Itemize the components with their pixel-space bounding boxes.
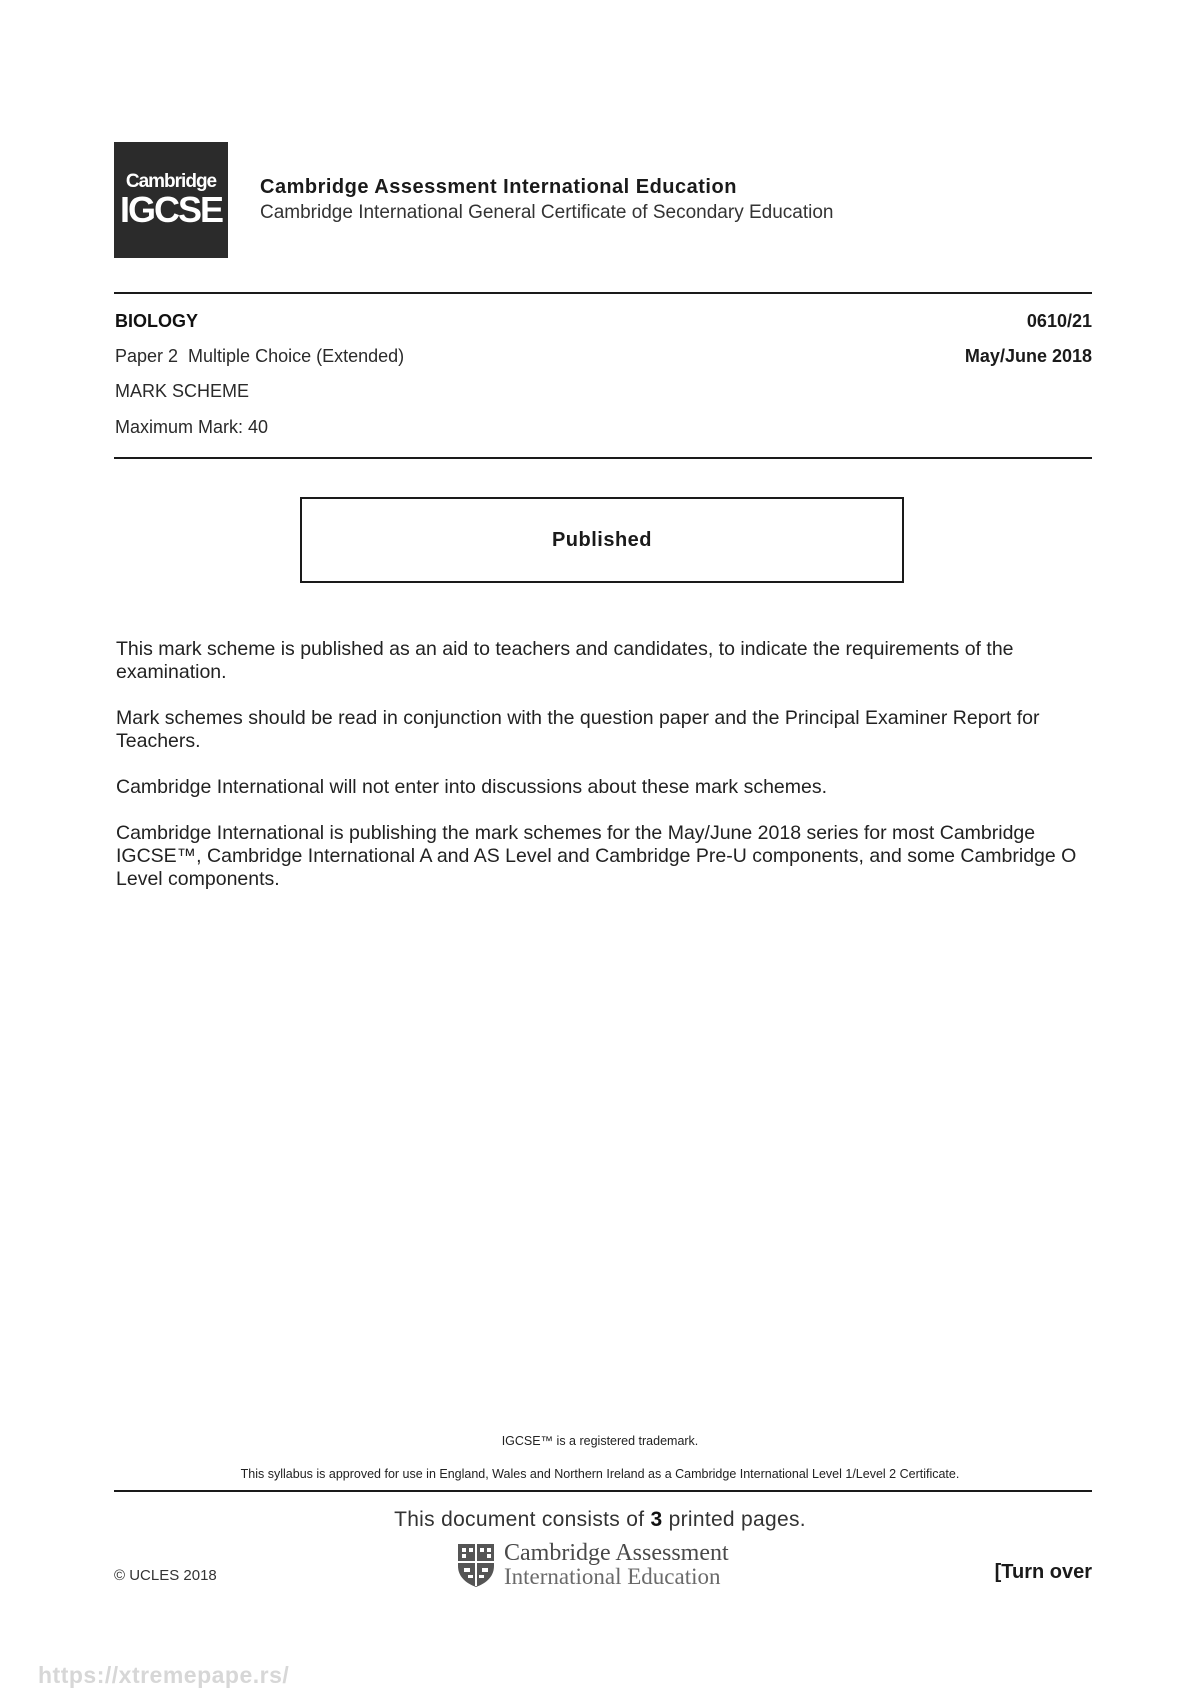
- turn-over-label: [Turn over: [994, 1561, 1092, 1583]
- logo-line1: Cambridge: [125, 171, 217, 192]
- footer-logo-line1: Cambridge Assessment: [504, 1540, 729, 1566]
- paragraph-2: Mark schemes should be read in conjunction with the question paper and the Principal Examiner Report for Teachers.: [116, 707, 1040, 752]
- organization-name: Cambridge Assessment International Education: [260, 176, 737, 198]
- syllabus-note: This syllabus is approved for use in England, Wales and Northern Ireland as a Cambridge International Level 1/Level 2 Certificate.: [240, 1467, 960, 1481]
- subject-name: BIOLOGY: [115, 311, 199, 331]
- subject-code: 0610/21: [1026, 311, 1092, 331]
- top-divider: [114, 292, 1092, 294]
- shield-crest-icon: [456, 1542, 496, 1588]
- trademark-note: IGCSE™ is a registered trademark.: [501, 1434, 699, 1448]
- logo-line2: IGCSE: [119, 189, 223, 230]
- organization-subtitle: Cambridge International General Certificate of Secondary Education: [260, 202, 834, 223]
- pages-prefix: This document consists of: [394, 1508, 651, 1531]
- page-count-line: [0, 1508, 1200, 1532]
- paragraph-1: This mark scheme is published as an aid to teachers and candidates, to indicate the requirements of the examination.: [116, 638, 1014, 683]
- maximum-mark: Maximum Mark: 40: [115, 417, 269, 437]
- paragraph-4: Cambridge International is publishing the mark schemes for the May/June 2018 series for most Cambridge IGCSE™, Cambridge International A and AS Level and Cambridge Pre-U components, and some Cambridge O Level components.: [116, 822, 1077, 890]
- exam-session: May/June 2018: [964, 346, 1092, 366]
- document-type: MARK SCHEME: [115, 381, 250, 401]
- published-label: Published: [551, 528, 653, 551]
- pages-suffix: printed pages.: [662, 1508, 806, 1531]
- published-box: [300, 497, 904, 583]
- body-text: [116, 638, 1086, 914]
- copyright: © UCLES 2018: [114, 1567, 217, 1584]
- footer-divider: [114, 1490, 1092, 1492]
- cambridge-assessment-logo: [456, 1541, 729, 1589]
- bottom-divider: [114, 457, 1092, 459]
- footer-logo-line2: International Education: [504, 1564, 721, 1589]
- paper-title: Paper 2 Multiple Choice (Extended): [115, 346, 405, 366]
- paragraph-3: Cambridge International will not enter into discussions about these mark schemes.: [116, 776, 828, 798]
- igcse-logo: [114, 142, 228, 258]
- pages-count: 3: [650, 1508, 663, 1531]
- watermark-url: https://xtremepape.rs/: [38, 1662, 290, 1688]
